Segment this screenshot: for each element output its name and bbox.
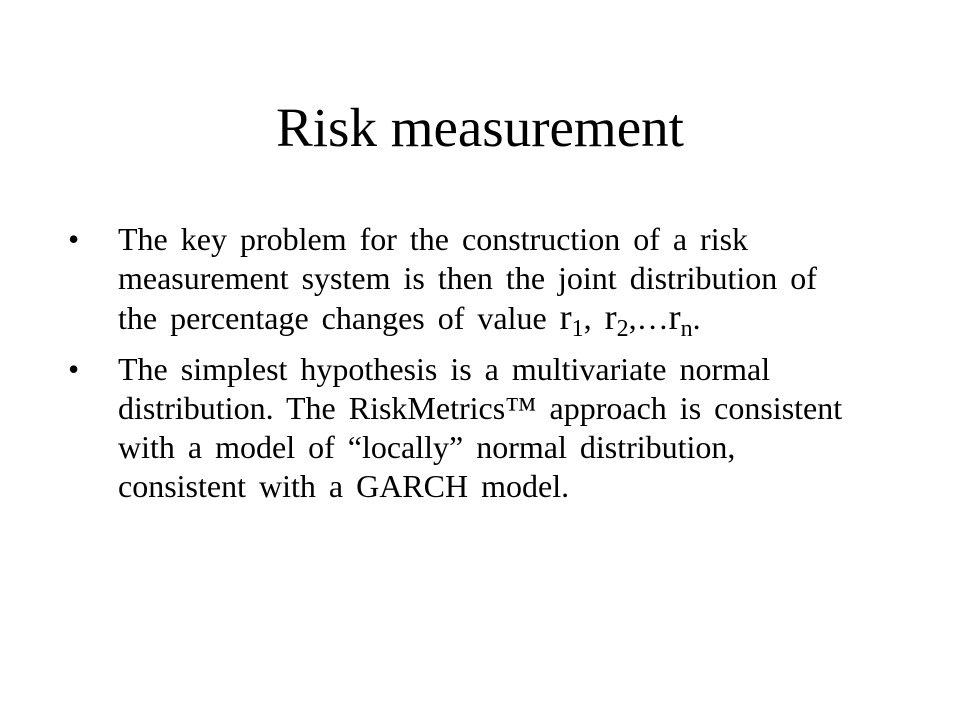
sep-2: ,… <box>628 300 669 336</box>
var-rn: r <box>668 297 681 337</box>
bullet-item-2 <box>68 350 858 506</box>
sub-1: 1 <box>571 316 584 343</box>
bullet-dot-icon: • <box>68 221 80 257</box>
sub-n: n <box>680 316 693 343</box>
sub-2: 2 <box>616 316 629 343</box>
bullet-2-text: The simplest hypothesis is a multivariate normal distribution. The RiskMetrics™ approach is consistent with a model of “locally” normal distribution, consistent with a GARCH model. <box>118 351 843 504</box>
var-r1: r <box>559 297 572 337</box>
slide-title: Risk measurement <box>276 97 684 158</box>
end-period: . <box>692 300 701 336</box>
bullet-list <box>68 220 858 518</box>
sep-1: , <box>583 300 605 336</box>
bullet-item-1 <box>68 220 858 343</box>
var-r2: r <box>604 297 617 337</box>
bullet-dot-icon: • <box>68 351 80 387</box>
bullet-1-text: The key problem for the construction of a risk measurement system is then the joint distribution of the percentage changes of value <box>118 221 817 336</box>
